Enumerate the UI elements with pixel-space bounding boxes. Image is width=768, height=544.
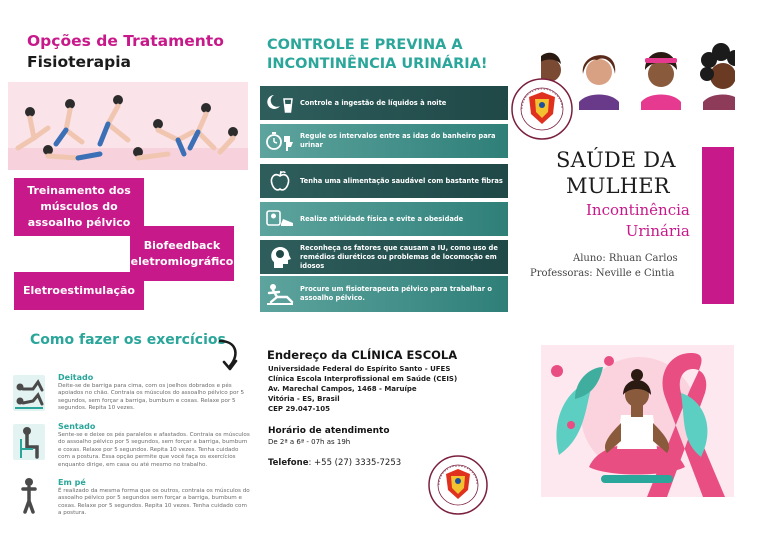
womens-health-title — [556, 147, 676, 199]
subtitle-line: Incontinência — [586, 201, 690, 219]
physio-exercise-icon — [260, 277, 300, 311]
scale-shoe-icon — [260, 202, 300, 236]
stopwatch-toilet-icon — [260, 124, 300, 158]
opening-hours-value: De 2ª a 6ª - 07h as 19h — [268, 438, 351, 446]
phone — [268, 458, 401, 468]
tip-fluid-intake — [260, 86, 508, 120]
tip-physical-activity — [260, 202, 508, 236]
address-line: Universidade Federal do Espírito Santo - UFES — [268, 365, 451, 373]
clinic-address — [268, 364, 457, 414]
control-prevent-title: CONTROLE E PREVINA A INCONTINÊNCIA URINÁRIA! — [267, 37, 488, 72]
treatment-biofeedback: Biofeedback eletromiográfico — [130, 226, 234, 281]
tip-bathroom-intervals — [260, 124, 508, 158]
treatment-pelvic-floor-training: Treinamento dos músculos do assoalho pélvico — [14, 178, 144, 236]
exercise-title-lying: Deitado — [58, 373, 94, 382]
physiotherapy-exercises-photo — [8, 82, 248, 170]
exercise-text-standing: É realizado da mesma forma que os outros, contraia os músculos do assoalho pélvico por 5 segundos sem forçar a barriga, bumbum e coxas. Relaxe por 5 segundos. Repita 10 vezes. Tenha cuidado com a postura. — [58, 488, 250, 517]
address-line: Av. Marechal Campos, 1468 - Maruípe — [268, 385, 417, 393]
phone-value: : +55 (27) 3335-7253 — [308, 458, 402, 468]
exercises-title: Como fazer os exercícios — [30, 332, 226, 348]
urinary-incontinence-subtitle — [586, 200, 690, 242]
decorative-pink-bar — [702, 147, 734, 304]
tip-seek-physiotherapist — [260, 276, 508, 312]
exercise-text-lying: Deite-se de barriga para cima, com os joelhos dobrados e pés apoiados no chão. Contraia os músculos do assoalho pélvico por 5 segundos, sem forçar a barriga, bumbum e coxas. Relaxe por 5 segundos. Repita 10 vezes. — [58, 383, 245, 412]
clinic-address-title: Endereço da CLÍNICA ESCOLA — [267, 348, 458, 362]
exercise-text-sitting: Sente-se e deixe os pés paralelos e afastados. Contraia os músculos do assoalho pélvico por 5 segundos, sem forçar a barriga, bumbum e coxas. Relaxe por 5 segundos. Repita 10 vezes. Tenha cuidado com a postura. Essa opção permite que você faça os exercícios enquanto dirige, em casa ou até mesmo no trabalho. — [58, 432, 250, 468]
meditation-ribbon-illustration — [541, 345, 734, 497]
head-brain-icon — [260, 240, 300, 274]
tip-text: Procure um fisioterapeuta pélvico para trabalhar o assoalho pélvico. — [300, 285, 492, 302]
phone-label: Telefone — [268, 458, 309, 468]
professors-names: Professoras: Neville e Cintia — [530, 268, 675, 279]
moon-glass-icon — [260, 86, 300, 120]
tip-text: Controle a ingestão de líquidos à noite — [300, 98, 447, 107]
title-line: SAÚDE DA — [556, 148, 676, 172]
address-line: CEP 29.047-105 — [268, 405, 331, 413]
lying-exercise-icon — [11, 373, 47, 413]
standing-exercise-icon — [11, 475, 47, 515]
address-line: Vitória - ES, Brasil — [268, 395, 340, 403]
exercise-title-standing: Em pé — [58, 478, 86, 487]
ufes-seal-bottom — [427, 454, 489, 520]
title-line: MULHER — [566, 174, 670, 198]
tip-text: Tenha uma alimentação saudável com bastante fibras — [300, 176, 503, 185]
tip-healthy-diet — [260, 164, 508, 198]
tip-text: Regule os intervalos entre as idas do banheiro para urinar — [300, 132, 496, 149]
opening-hours-title: Horário de atendimento — [268, 426, 390, 436]
student-name: Aluno: Rhuan Carlos — [573, 253, 678, 264]
apple-icon — [260, 164, 300, 198]
address-line: Clínica Escola Interprofissional em Saúde (CEIS) — [268, 375, 458, 383]
physiotherapy-title: Fisioterapia — [27, 53, 131, 71]
tip-text: Reconheça os fatores que causam a IU, como uso de remédios diuréticos ou problemas de locomoção em idosos — [300, 243, 498, 270]
subtitle-line: Urinária — [625, 222, 690, 240]
exercise-title-sitting: Sentado — [58, 422, 96, 431]
treatment-electrostimulation: Eletroestimulação — [14, 272, 144, 310]
treatment-options-title: Opções de Tratamento — [27, 32, 224, 50]
curved-arrow-icon — [216, 338, 242, 378]
sitting-exercise-icon — [11, 422, 47, 462]
ufes-seal-top — [510, 77, 574, 145]
tip-recognize-factors — [260, 240, 508, 274]
tip-text: Realize atividade física e evite a obesidade — [300, 214, 464, 223]
